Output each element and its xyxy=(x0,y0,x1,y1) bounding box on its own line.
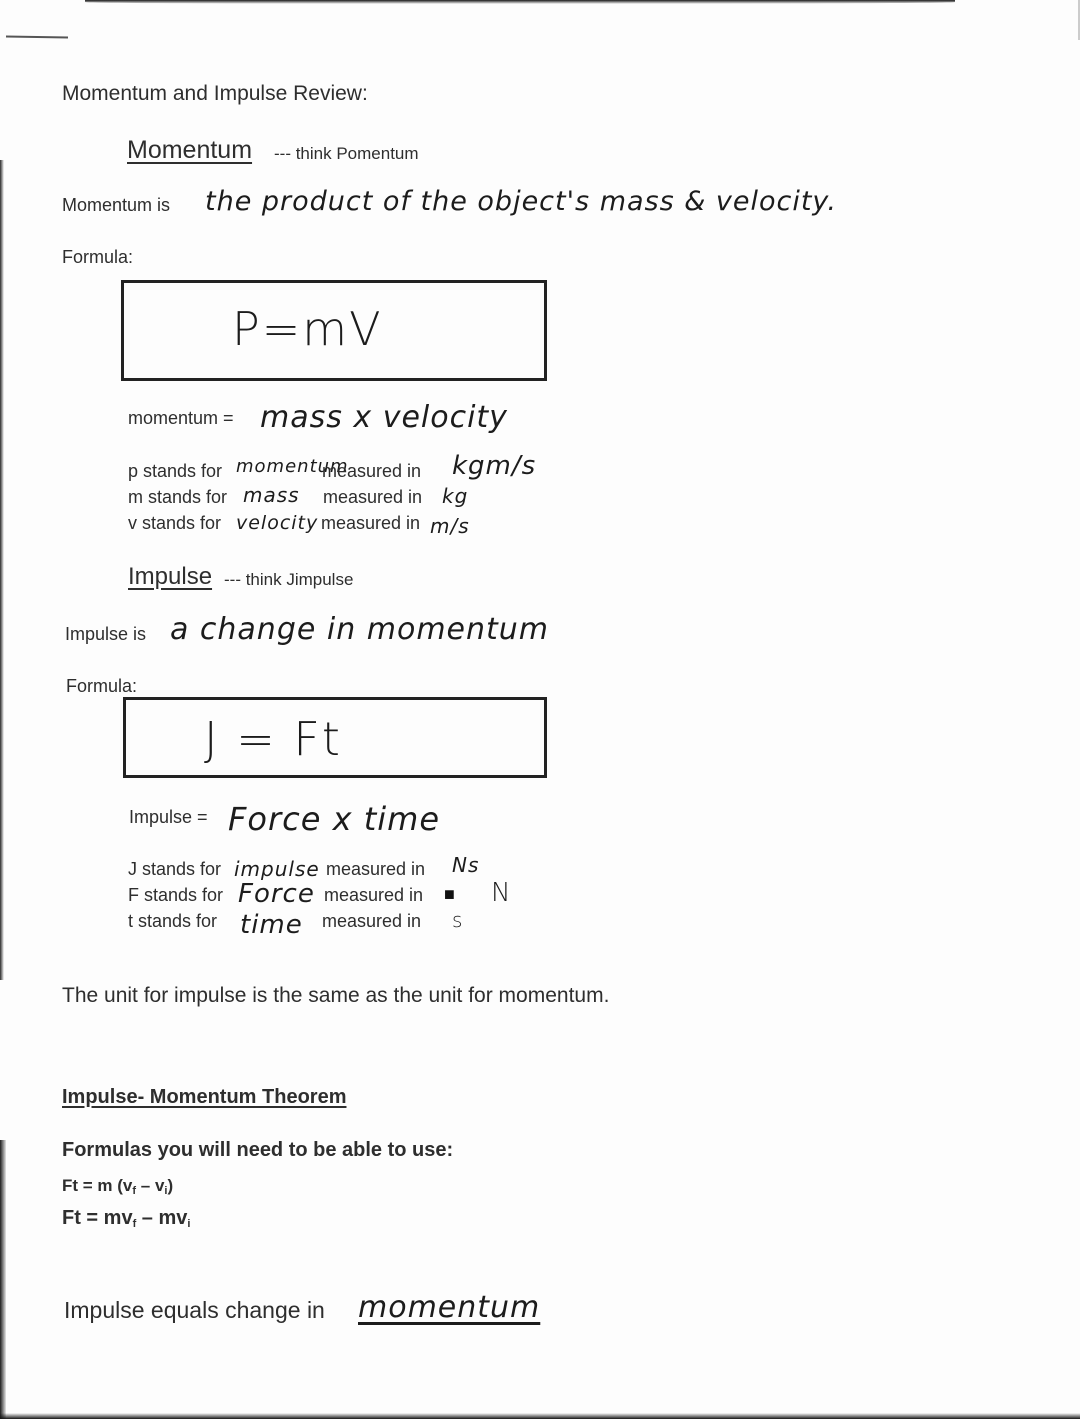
momentum-hint: --- think Pomentum xyxy=(274,144,419,163)
momentum-definition-answer: the product of the object's mass & velocity. xyxy=(205,186,837,217)
variable-t-unit: s xyxy=(452,908,464,932)
impulse-heading: Impulse xyxy=(128,563,213,590)
subscript-initial: i xyxy=(187,1218,191,1230)
impulse-formula: J = Ft xyxy=(204,712,342,766)
variable-j-prefix: J stands for xyxy=(128,859,222,879)
subscript-final: f xyxy=(132,1218,137,1230)
variable-p-unit: kgm/s xyxy=(452,451,537,481)
variable-v-answer: velocity xyxy=(236,512,319,534)
variable-v-measured-label: measured in xyxy=(321,513,421,533)
scan-edge-bottom xyxy=(0,1413,1080,1419)
variable-t-measured-label: measured in xyxy=(322,911,422,931)
momentum-equation-answer: mass x velocity xyxy=(260,400,508,435)
variable-m-measured-label: measured in xyxy=(323,487,423,507)
momentum-definition-label: Momentum is xyxy=(62,195,171,215)
variable-m-answer: mass xyxy=(243,483,300,507)
theorem-subheading: Formulas you will need to be able to use: xyxy=(62,1139,454,1161)
scan-edge-left-lower xyxy=(0,1140,6,1419)
formula-2-mid: – mv xyxy=(136,1207,188,1229)
momentum-heading: Momentum xyxy=(127,136,253,164)
formula-1-mid: – v xyxy=(136,1176,165,1195)
momentum-formula: P=mV xyxy=(232,302,383,356)
variable-p-answer: momentum xyxy=(236,456,349,477)
variable-t-answer: time xyxy=(240,910,303,940)
formula-1-end: ) xyxy=(167,1176,174,1195)
variable-m-prefix: m stands for xyxy=(128,487,228,507)
impulse-definition-label: Impulse is xyxy=(65,624,147,644)
formula-2-lhs: Ft = mv xyxy=(62,1207,133,1229)
variable-f-answer: Force xyxy=(238,879,315,909)
page-title: Momentum and Impulse Review: xyxy=(62,82,368,105)
impulse-equation-answer: Force x time xyxy=(228,800,440,838)
variable-v-unit: m/s xyxy=(430,514,470,538)
variable-p-prefix: p stands for xyxy=(128,461,223,481)
momentum-formula-label: Formula: xyxy=(62,247,134,267)
variable-j-unit: Ns xyxy=(452,853,480,877)
fill-in-answer: momentum xyxy=(358,1290,541,1325)
impulse-hint: --- think Jimpulse xyxy=(224,570,354,589)
variable-t-prefix: t stands for xyxy=(128,911,218,931)
variable-v-prefix: v stands for xyxy=(128,513,222,533)
unit-note: The unit for impulse is the same as the unit for momentum. xyxy=(62,984,610,1007)
impulse-formula-label: Formula: xyxy=(66,676,138,696)
impulse-equation-label: Impulse = xyxy=(129,807,208,827)
scan-edge-top xyxy=(85,0,955,4)
scan-edge-left xyxy=(0,160,4,980)
momentum-equation-label: momentum = xyxy=(128,408,234,428)
variable-f-measured-label: measured in xyxy=(324,885,424,905)
theorem-formula-2 xyxy=(62,1207,190,1230)
variable-j-answer: impulse xyxy=(234,857,320,881)
theorem-heading: Impulse- Momentum Theorem xyxy=(62,1086,347,1108)
variable-f-prefix: F stands for xyxy=(128,885,224,905)
variable-m-unit: kg xyxy=(442,484,469,508)
fill-in-label: Impulse equals change in xyxy=(64,1297,325,1323)
stray-pen-mark xyxy=(6,35,68,38)
subscript-initial: i xyxy=(164,1185,168,1197)
scribbled-out-mark: ■ xyxy=(444,884,455,904)
subscript-final: f xyxy=(132,1185,137,1197)
variable-j-measured-label: measured in xyxy=(326,859,426,879)
variable-p-measured-label: measured in xyxy=(322,461,422,481)
formula-1-lhs: Ft = m (v xyxy=(62,1176,133,1195)
impulse-definition-answer: a change in momentum xyxy=(170,612,550,647)
variable-f-unit: N xyxy=(491,878,512,908)
theorem-formula-1 xyxy=(62,1176,173,1197)
